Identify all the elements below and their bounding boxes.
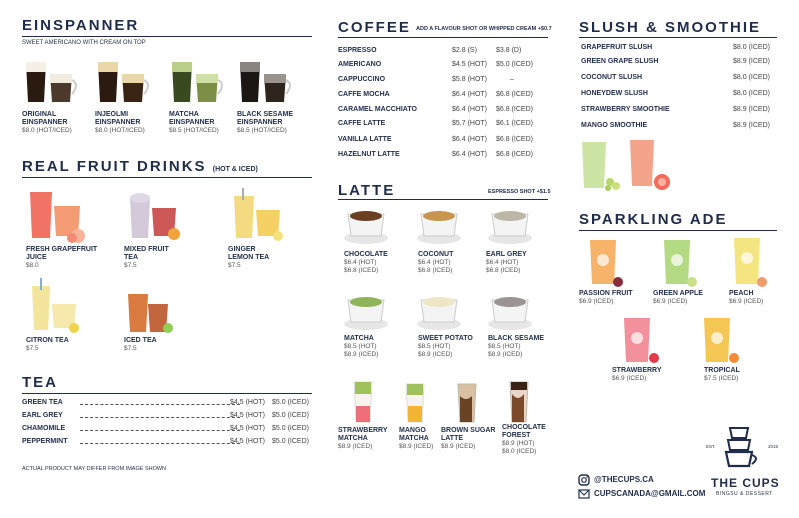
instagram-handle[interactable]: @THECUPS.CA (594, 475, 654, 484)
brand-tagline: BINGSU & DESSERT (716, 491, 773, 497)
tea-name: GREEN TEA (22, 399, 63, 406)
menu-item (124, 337, 184, 353)
menu-item (228, 246, 280, 270)
item-name: STRAWBERRY MATCHA (338, 427, 388, 442)
peach-ade-image (730, 236, 770, 288)
item-price: $6.9 (ICED) (579, 298, 614, 305)
item-name: SWEET POTATO (418, 335, 473, 342)
item-price-hot: $6.4 (HOT) (418, 259, 451, 266)
item-price: $7.5 (228, 262, 241, 269)
item-price-iced: $6.8 (ICED) (344, 267, 379, 274)
item-price: $6.9 (ICED) (729, 298, 764, 305)
menu-item (612, 367, 682, 383)
tropical-ade-image (700, 316, 744, 366)
slush-row (581, 90, 777, 100)
coffee-price-2: $6.8 (ICED) (496, 151, 533, 158)
coffee-price-2: $5.0 (ICED) (496, 61, 533, 68)
sparkling-rule (579, 230, 777, 231)
brand-name: THE CUPS (711, 476, 780, 490)
item-price-2: $8.0 (ICED) (502, 448, 537, 455)
tea-name: EARL GREY (22, 412, 63, 419)
item-price: $8.9 (ICED) (441, 443, 476, 450)
menu-item (441, 427, 501, 451)
slush-price: $8.0 (ICED) (733, 90, 770, 97)
item-name: GREEN APPLE (653, 290, 703, 297)
tea-hot-price: $4.5 (HOT) (230, 438, 266, 445)
slush-price: $8.9 (ICED) (733, 122, 770, 129)
instagram-icon (578, 474, 590, 486)
tea-name: PEPPERMINT (22, 438, 68, 445)
coffee-price-1: $6.4 (HOT) (452, 91, 488, 98)
item-name: FRESH GRAPEFRUIT JUICE (26, 246, 98, 261)
menu-item (124, 246, 170, 270)
disclaimer: ACTUAL PRODUCT MAY DIFFER FROM IMAGE SHOWN (22, 466, 167, 472)
coffee-price-2: $6.8 (ICED) (496, 106, 533, 113)
menu-item (26, 337, 86, 353)
coffee-price-2: $3.8 (D) (496, 47, 522, 54)
slush-row (581, 106, 777, 116)
menu-item (169, 111, 229, 135)
item-name: INJEOLMI EINSPANNER (95, 111, 141, 126)
original-einspanner-image (22, 58, 82, 106)
item-price: $8.9 (ICED) (399, 443, 434, 450)
tea-row (22, 399, 317, 409)
item-name: STRAWBERRY (612, 367, 662, 374)
latte-title: LATTE (338, 182, 396, 199)
coffee-price-1: $6.4 (HOT) (452, 136, 488, 143)
latte-note: ESPRESSO SHOT +$1.5 (488, 189, 551, 195)
slush-row (581, 44, 777, 54)
strawberry-ade-image (620, 316, 664, 366)
menu-item (486, 251, 548, 275)
item-name: GINGER LEMON TEA (228, 246, 270, 261)
coffee-price-1: $4.5 (HOT) (452, 61, 488, 68)
menu-item (502, 424, 558, 456)
coffee-row (338, 136, 548, 146)
tea-iced-price: $5.0 (ICED) (272, 399, 309, 406)
slush-rule (579, 37, 777, 38)
item-price-hot: $8.5 (HOT) (344, 343, 377, 350)
coffee-name: CAFFE LATTE (338, 120, 386, 127)
item-price: $8.0 (HOT/ICED) (22, 127, 72, 134)
menu-item (26, 246, 116, 270)
item-price-hot: $8.5 (HOT) (418, 343, 451, 350)
coconut-latte-image (415, 206, 463, 246)
item-price: $8.5 (HOT/ICED) (237, 127, 287, 134)
coffee-price-1: $6.4 (HOT) (452, 106, 488, 113)
sweet-potato-latte-image (415, 292, 463, 332)
coffee-name: AMERICANO (338, 61, 382, 68)
menu-item (344, 335, 406, 359)
item-price: $6.9 (ICED) (653, 298, 688, 305)
item-price-iced: $8.9 (ICED) (418, 351, 453, 358)
menu-item (418, 335, 484, 359)
slush-row (581, 74, 777, 84)
coffee-rule (338, 37, 548, 38)
item-name: BROWN SUGAR LATTE (441, 427, 496, 442)
matcha-einspanner-image (168, 58, 228, 106)
menu-item (22, 111, 82, 135)
fruit-title (22, 158, 258, 175)
coffee-note: ADD A FLAVOUR SHOT OR WHIPPED CREAM +$0.7 (416, 26, 552, 32)
coffee-row (338, 120, 548, 130)
coffee-price-2: $6.1 (ICED) (496, 120, 533, 127)
chocolate-latte-image (342, 206, 390, 246)
item-name: MANGO MATCHA (399, 427, 429, 442)
menu-item (418, 251, 480, 275)
item-price: $8.9 (ICED) (338, 443, 373, 450)
green-apple-ade-image (660, 238, 700, 288)
menu-item (579, 290, 649, 306)
slush-name: MANGO SMOOTHIE (581, 122, 648, 129)
chocolate-forest-image (508, 380, 530, 424)
menu-item (237, 111, 307, 135)
item-price: $7.5 (124, 345, 137, 352)
injeolmi-einspanner-image (94, 58, 154, 106)
tea-iced-price: $5.0 (ICED) (272, 438, 309, 445)
menu-item (399, 427, 439, 451)
item-name: MATCHA (344, 335, 374, 342)
menu-item (338, 427, 394, 451)
fruit-note: (HOT & ICED) (212, 166, 258, 173)
tea-iced-price: $5.0 (ICED) (272, 425, 309, 432)
earl-grey-latte-image (486, 206, 534, 246)
item-name: ICED TEA (124, 337, 157, 344)
coffee-price-2: – (510, 76, 514, 83)
item-name: BLACK SESAME (488, 335, 545, 342)
item-price: $8.9 (HOT) (502, 440, 535, 447)
item-name: MIXED FRUIT TEA (124, 246, 169, 261)
item-name: BLACK SESAME EINSPANNER (237, 111, 294, 126)
slush-price: $8.9 (ICED) (733, 106, 770, 113)
coffee-row (338, 47, 548, 57)
mango-matcha-image (404, 382, 426, 424)
fruit-rule (22, 177, 312, 178)
slush-name: STRAWBERRY SMOOTHIE (581, 106, 670, 113)
tea-iced-price: $5.0 (ICED) (272, 412, 309, 419)
coffee-row (338, 76, 548, 86)
logo-est: EST. (706, 444, 716, 449)
leader-dots (80, 430, 240, 431)
ginger-lemon-tea-image (228, 186, 292, 244)
passion-fruit-ade-image (586, 238, 626, 288)
tea-title: TEA (22, 374, 58, 391)
tea-row (22, 438, 317, 448)
black-sesame-latte-image (486, 292, 534, 332)
slush-name: GREEN GRAPE SLUSH (581, 58, 659, 65)
coffee-name: HAZELNUT LATTE (338, 151, 400, 158)
coffee-title: COFFEE (338, 19, 411, 36)
item-price: $8.0 (HOT/ICED) (95, 127, 145, 134)
matcha-latte-image (342, 292, 390, 332)
item-price: $7.5 (124, 262, 137, 269)
slush-row (581, 58, 777, 68)
logo-year: 2015 (768, 444, 779, 449)
item-price-iced: $6.8 (ICED) (418, 267, 453, 274)
item-price: $7.5 (ICED) (704, 375, 739, 382)
slush-smoothie-image (580, 138, 676, 192)
item-name: COCONUT (418, 251, 454, 258)
leader-dots (80, 443, 240, 444)
sparkling-title: SPARKLING ADE (579, 211, 728, 228)
tea-hot-price: $4.5 (HOT) (230, 425, 266, 432)
item-price: $7.5 (26, 345, 39, 352)
item-name: ORIGINAL EINSPANNER (22, 111, 68, 126)
item-price-hot: $6.4 (HOT) (344, 259, 377, 266)
coffee-price-2: $6.8 (ICED) (496, 136, 533, 143)
email-address[interactable]: CUPSCANADA@GMAIL.COM (594, 489, 706, 498)
item-name: TROPICAL (704, 367, 740, 374)
item-price: $8.0 (26, 262, 39, 269)
item-name: CITRON TEA (26, 337, 69, 344)
einspanner-rule (22, 36, 312, 37)
slush-price: $8.0 (ICED) (733, 44, 770, 51)
coffee-row (338, 151, 548, 161)
fruit-title-text: REAL FRUIT DRINKS (22, 158, 207, 175)
einspanner-subtitle: SWEET AMERICANO WITH CREAM ON TOP (22, 40, 146, 46)
menu-item (729, 290, 789, 306)
coffee-row (338, 106, 548, 116)
menu-item (488, 335, 554, 359)
grapefruit-juice-image (26, 188, 90, 244)
slush-row (581, 122, 777, 132)
item-name: EARL GREY (486, 251, 527, 258)
iced-tea-image (124, 290, 178, 336)
item-price-iced: $8.9 (ICED) (344, 351, 379, 358)
coffee-name: CAFFE MOCHA (338, 91, 390, 98)
coffee-name: CARAMEL MACCHIATO (338, 106, 417, 113)
item-name: PASSION FRUIT (579, 290, 633, 297)
menu-item (344, 251, 406, 275)
menu-item (653, 290, 723, 306)
coffee-name: ESPRESSO (338, 47, 377, 54)
coffee-price-2: $6.8 (ICED) (496, 91, 533, 98)
coffee-name: CAPPUCCINO (338, 76, 386, 83)
item-price-iced: $6.8 (ICED) (486, 267, 521, 274)
item-price-hot: $6.4 (HOT) (486, 259, 519, 266)
brown-sugar-latte-image (456, 382, 478, 424)
black-sesame-einspanner-image (236, 58, 296, 106)
tea-rule (22, 393, 312, 394)
item-name: CHOCOLATE FOREST (502, 424, 546, 439)
item-price-iced: $8.9 (ICED) (488, 351, 523, 358)
coffee-price-1: $5.7 (HOT) (452, 120, 488, 127)
citron-tea-image (26, 278, 86, 334)
coffee-row (338, 61, 548, 71)
leader-dots (80, 417, 240, 418)
latte-rule (338, 199, 548, 200)
menu-item (704, 367, 764, 383)
tea-name: CHAMOMILE (22, 425, 66, 432)
coffee-name: VANILLA LATTE (338, 136, 392, 143)
item-price-hot: $8.5 (HOT) (488, 343, 521, 350)
tea-row (22, 425, 317, 435)
item-price: $8.5 (HOT/ICED) (169, 127, 219, 134)
slush-price: $8.9 (ICED) (733, 58, 770, 65)
slush-name: HONEYDEW SLUSH (581, 90, 648, 97)
slush-price: $8.0 (ICED) (733, 74, 770, 81)
strawberry-matcha-image (352, 380, 374, 424)
item-name: PEACH (729, 290, 754, 297)
slush-name: GRAPEFRUIT SLUSH (581, 44, 653, 51)
the-cups-logo (718, 424, 764, 470)
tea-hot-price: $4.5 (HOT) (230, 399, 266, 406)
item-name: CHOCOLATE (344, 251, 388, 258)
slush-name: COCONUT SLUSH (581, 74, 643, 81)
leader-dots (80, 404, 240, 405)
slush-title: SLUSH & SMOOTHIE (579, 19, 762, 36)
coffee-row (338, 91, 548, 101)
mixed-fruit-tea-image (124, 186, 188, 244)
tea-row (22, 412, 317, 422)
coffee-price-1: $6.4 (HOT) (452, 151, 488, 158)
item-name: MATCHA EINSPANNER (169, 111, 215, 126)
item-price: $6.9 (ICED) (612, 375, 647, 382)
email-icon (578, 489, 590, 499)
coffee-price-1: $2.8 (S) (452, 47, 477, 54)
coffee-price-1: $5.8 (HOT) (452, 76, 488, 83)
einspanner-title: EINSPANNER (22, 17, 140, 34)
tea-hot-price: $4.5 (HOT) (230, 412, 266, 419)
menu-item (95, 111, 157, 135)
